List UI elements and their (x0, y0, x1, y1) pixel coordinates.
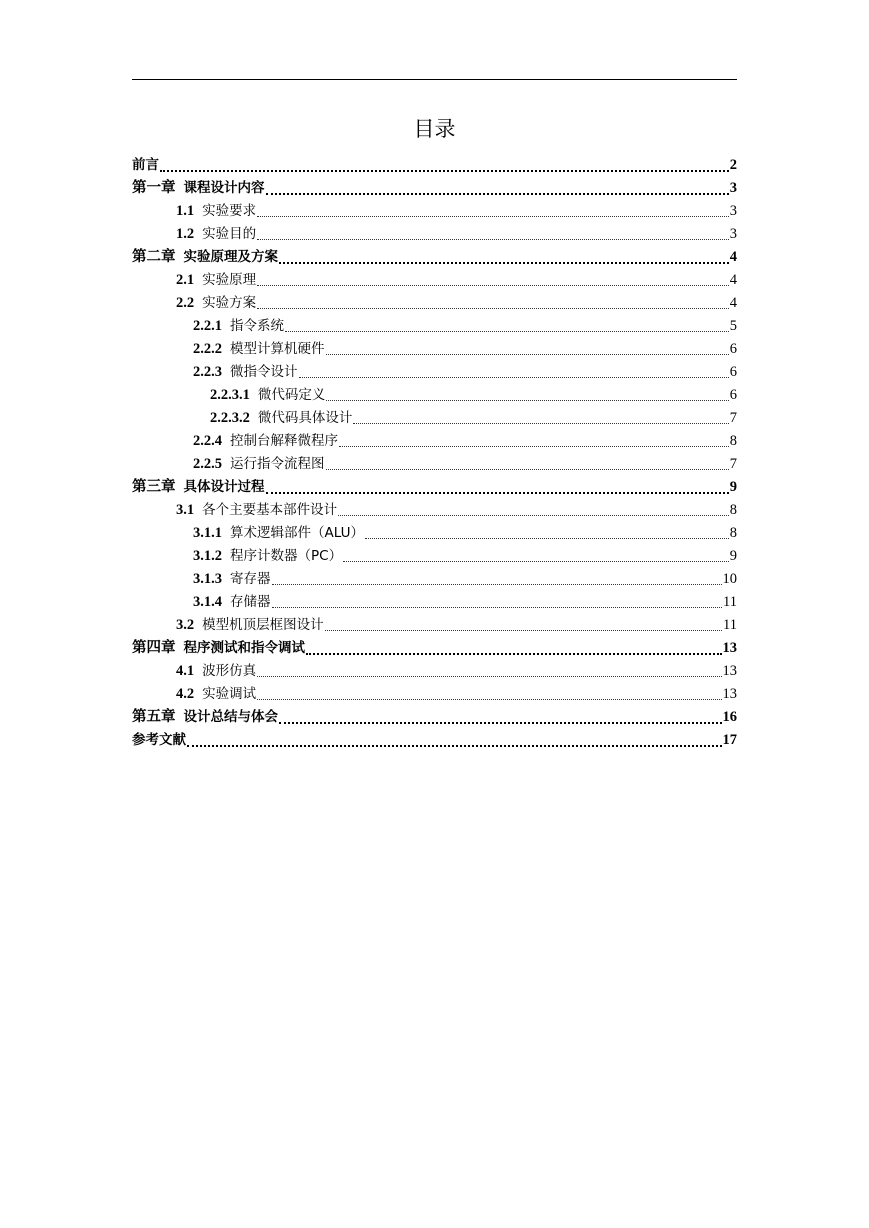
toc-dot-leader (326, 341, 729, 355)
toc-dot-leader (257, 226, 729, 240)
toc-entry[interactable] (132, 335, 737, 358)
toc-entry[interactable] (132, 312, 737, 335)
toc-entry-page: 7 (729, 456, 737, 472)
toc-entry-label: 控制台解释微程序 (230, 433, 338, 449)
toc-entry-number: 2.1 (176, 272, 195, 288)
toc-entry-page: 4 (729, 272, 737, 288)
toc-entry-number: 4.2 (176, 686, 195, 702)
toc-entry-number: 2.2 (176, 295, 195, 311)
toc-entry-page: 6 (729, 364, 737, 380)
toc-entry[interactable] (132, 496, 737, 519)
toc-entry-label: 课程设计内容 (183, 180, 265, 196)
toc-entry-page: 9 (729, 479, 737, 495)
toc-entry-page: 2 (729, 157, 737, 173)
toc-entry-page: 3 (729, 226, 737, 242)
toc-entry[interactable] (132, 519, 737, 542)
toc-entry-page: 13 (722, 686, 737, 702)
toc-entry[interactable] (132, 174, 737, 197)
toc-dot-leader (279, 248, 729, 264)
toc-dot-leader (353, 410, 728, 424)
toc-entry-label: 实验原理及方案 (183, 249, 278, 265)
toc-entry-page: 8 (729, 525, 737, 541)
toc-entry-label: 具体设计过程 (183, 479, 265, 495)
toc-entry-page: 7 (729, 410, 737, 426)
toc-entry[interactable] (132, 220, 737, 243)
toc-dot-leader (365, 525, 729, 539)
toc-entry-number: 2.2.2 (193, 341, 222, 357)
toc-entry-label: 微代码定义 (257, 387, 326, 403)
toc-entry-page: 11 (723, 594, 737, 610)
toc-dot-leader (257, 686, 721, 700)
toc-entry[interactable] (132, 243, 737, 266)
toc-entry-number: 2.2.1 (193, 318, 222, 334)
toc-entry-number: 2.2.3.1 (210, 387, 250, 403)
toc-entry-number: 2.2.5 (193, 456, 222, 472)
toc-entry[interactable] (132, 404, 737, 427)
toc-entry-number: 第三章 (132, 479, 176, 495)
header-rule (132, 79, 737, 80)
toc-entry-page: 13 (722, 640, 737, 656)
toc-entry[interactable] (132, 657, 737, 680)
toc-dot-leader (343, 548, 729, 562)
toc-entry-label: 模型机顶层框图设计 (202, 617, 324, 633)
toc-dot-leader (326, 387, 728, 401)
toc-entry[interactable] (132, 680, 737, 703)
toc-entry-page: 8 (729, 433, 737, 449)
toc-dot-leader (257, 203, 729, 217)
toc-dot-leader (306, 639, 722, 655)
toc-dot-leader (272, 594, 723, 608)
toc-entry-label: 实验调试 (202, 686, 257, 702)
toc-entry-number: 3.1.2 (193, 548, 222, 564)
toc-entry-label: 各个主要基本部件设计 (202, 502, 338, 518)
toc-entry-page: 8 (729, 502, 737, 518)
toc-dot-leader (160, 156, 729, 172)
toc-entry-label: 前言 (132, 157, 159, 173)
toc-entry-label: 存储器 (230, 594, 271, 610)
toc-entry[interactable] (132, 588, 737, 611)
toc-entry[interactable] (132, 473, 737, 496)
toc-entry-page: 16 (722, 709, 737, 725)
toc-entry[interactable] (132, 358, 737, 381)
toc-entry-page: 6 (729, 341, 737, 357)
toc-entry-number: 2.2.3 (193, 364, 222, 380)
toc-entry[interactable] (132, 381, 737, 404)
toc-entry[interactable] (132, 634, 737, 657)
toc-entry-page: 6 (729, 387, 737, 403)
toc-entry-number: 第四章 (132, 640, 176, 656)
toc-entry-label: 波形仿真 (202, 663, 257, 679)
toc-entry-number: 1.1 (176, 203, 195, 219)
toc-dot-leader (257, 663, 721, 677)
toc-entry[interactable] (132, 542, 737, 565)
toc-entry-number: 2.2.3.2 (210, 410, 250, 426)
toc-entry-number: 4.1 (176, 663, 195, 679)
toc-entry-label: 实验目的 (202, 226, 257, 242)
toc-entry-number: 3.1 (176, 502, 195, 518)
toc-entry-number: 3.1.4 (193, 594, 222, 610)
toc-dot-leader (279, 708, 722, 724)
toc-title: 目录 (413, 117, 456, 141)
toc-dot-leader (326, 456, 729, 470)
toc-entry-page: 3 (729, 203, 737, 219)
toc-entry-label: 实验要求 (202, 203, 257, 219)
toc-entry[interactable] (132, 197, 737, 220)
toc-entry-label: 寄存器 (230, 571, 271, 587)
toc-entry-page: 9 (729, 548, 737, 564)
toc-entry-label: 模型计算机硬件 (230, 341, 325, 357)
toc-dot-leader (338, 502, 729, 516)
toc-dot-leader (257, 295, 729, 309)
toc-dot-leader (285, 318, 729, 332)
toc-entry-number: 1.2 (176, 226, 195, 242)
toc-entry-label: 指令系统 (230, 318, 284, 334)
table-of-contents (132, 151, 737, 749)
toc-entry-page: 11 (723, 617, 737, 633)
toc-entry-label: 程序测试和指令调试 (183, 640, 305, 656)
toc-entry[interactable] (132, 565, 737, 588)
toc-dot-leader (187, 731, 722, 747)
toc-entry-label: 实验原理 (202, 272, 257, 288)
toc-entry[interactable] (132, 703, 737, 726)
toc-entry-number: 2.2.4 (193, 433, 222, 449)
toc-entry-page: 13 (722, 663, 737, 679)
toc-entry[interactable] (132, 611, 737, 634)
toc-dot-leader (325, 617, 722, 631)
toc-entry-label: 实验方案 (202, 295, 257, 311)
toc-entry[interactable] (132, 427, 737, 450)
toc-entry[interactable] (132, 450, 737, 473)
toc-entry-label: 微代码具体设计 (257, 410, 353, 426)
toc-entry-label: 设计总结与体会 (183, 709, 278, 725)
toc-entry-page: 3 (729, 180, 737, 196)
toc-dot-leader (299, 364, 729, 378)
toc-dot-leader (257, 272, 729, 286)
toc-entry-label: 微指令设计 (230, 364, 298, 380)
toc-entry[interactable] (132, 151, 737, 174)
toc-entry[interactable] (132, 289, 737, 312)
toc-entry-page: 17 (722, 732, 737, 748)
toc-entry-number: 第二章 (132, 249, 176, 265)
toc-entry-page: 10 (722, 571, 737, 587)
toc-entry-label: 运行指令流程图 (230, 456, 325, 472)
toc-entry-label: 程序计数器（PC） (230, 548, 343, 564)
toc-entry-label: 参考文献 (132, 732, 186, 748)
toc-entry-page: 4 (729, 295, 737, 311)
toc-entry-number: 第一章 (132, 180, 176, 196)
toc-dot-leader (266, 478, 729, 494)
toc-entry-label: 算术逻辑部件（ALU） (230, 525, 364, 541)
toc-entry-number: 3.1.3 (193, 571, 222, 587)
toc-entry-number: 3.1.1 (193, 525, 222, 541)
toc-entry-page: 4 (729, 249, 737, 265)
toc-dot-leader (266, 179, 729, 195)
toc-entry-number: 第五章 (132, 709, 176, 725)
toc-entry[interactable] (132, 726, 737, 749)
toc-entry[interactable] (132, 266, 737, 289)
toc-entry-page: 5 (729, 318, 737, 334)
toc-dot-leader (272, 571, 722, 585)
toc-entry-number: 3.2 (176, 617, 195, 633)
toc-dot-leader (339, 433, 729, 447)
